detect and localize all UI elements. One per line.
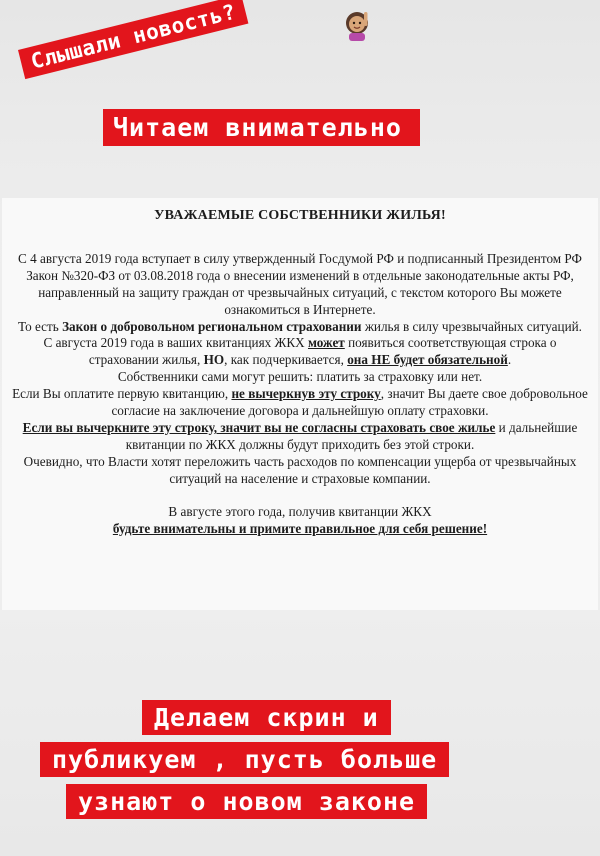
paragraph-receipts: С августа 2019 года в ваших квитанциях ЖКХ может появиться соответствующая строка о страховании жилья, НО, как подчеркивается, она НЕ будет обязательной. [43,335,557,368]
notice-document [2,198,598,610]
paragraph-consent: Если Вы оплатите первую квитанцию, не вычеркнув эту строку, значит Вы даете свое добровольное согласие на заключение договора и дальнейшую оплату страховки. [12,386,588,419]
paragraph-owners-decide: Собственники сами могут решить: платить за страховку или нет. [117,369,483,385]
paragraph-august: В августе этого года, получив квитанции ЖКХ [168,503,432,519]
woman-raising-hand-icon [340,8,374,42]
paragraph-law-name: То есть Закон о добровольном региональном страховании жилья в силу чрезвычайных ситуаций. [18,318,582,334]
heard-news-label: Слышали новость? [18,0,249,79]
footer-banner-line-3: узнают о новом законе [66,784,427,819]
footer-banner-line-2: публикуем , пусть больше [40,742,449,777]
read-carefully-banner: Читаем внимательно [103,109,420,146]
document-title: УВАЖАЕМЫЕ СОБСТВЕННИКИ ЖИЛЬЯ! [154,208,446,223]
paragraph-opt-out: Если вы вычеркните эту строку, значит вы не согласны страховать свое жилье и дальнейшие квитанции по ЖКХ должны будут приходить без этой строки. [22,419,578,452]
footer-banner-line-1: Делаем скрин и [142,700,391,735]
paragraph-law-intro: С 4 августа 2019 года вступает в силу утвержденный Госдумой РФ и подписанный Президентом РФ Закон №320-ФЗ от 03.08.2018 года о внесении изменений в отдельные законодательные акты РФ, направленный на защиту граждан от чрезвычайных ситуаций, с текстом которого Вы можете ознакомиться в Интернете. [18,250,582,317]
paragraph-authorities: Очевидно, что Власти хотят переложить часть расходов по компенсации ущерба от чрезвычайных ситуаций на население и страховые компании. [23,453,577,486]
paragraph-be-careful: будьте внимательны и примите правильное для себя решение! [112,520,488,536]
